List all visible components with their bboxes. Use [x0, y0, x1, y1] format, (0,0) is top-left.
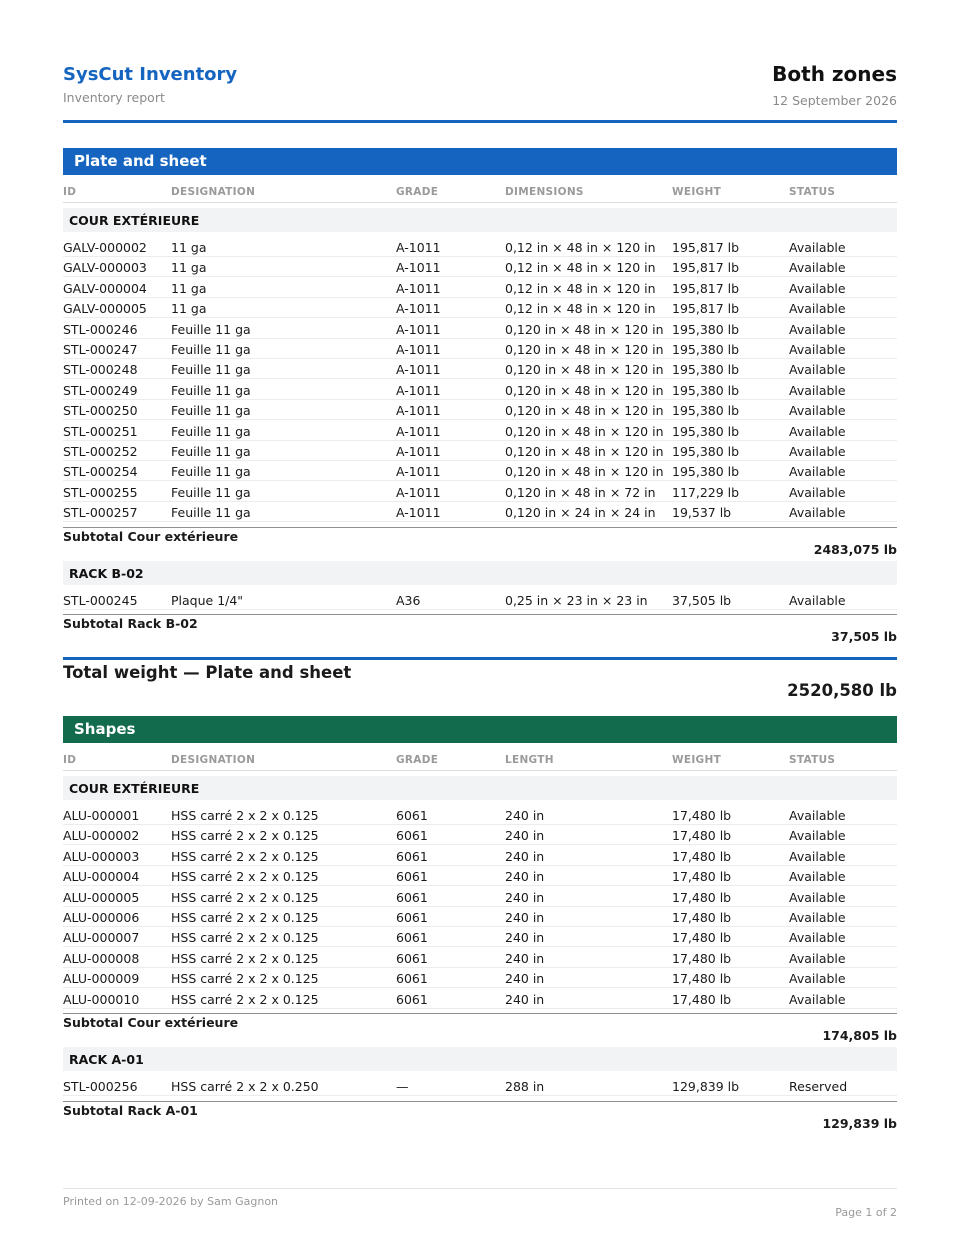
column-header-id: ID — [63, 754, 77, 766]
cell-status: Available — [789, 464, 846, 480]
column-header-status: STATUS — [789, 754, 836, 766]
cell-weight: 195,817 lb — [672, 240, 740, 255]
cell-status: Available — [789, 930, 846, 946]
cell-weight: 129,839 lb — [672, 1079, 740, 1094]
cell-dimensions: 240 in — [505, 971, 545, 987]
cell-status: Available — [789, 950, 846, 966]
cell-designation: HSS carré 2 x 2 x 0.250 — [171, 1079, 319, 1094]
table-row — [63, 256, 897, 277]
cell-weight: 17,480 lb — [672, 991, 732, 1007]
table-row — [63, 1075, 897, 1096]
cell-designation: HSS carré 2 x 2 x 0.125 — [171, 889, 319, 905]
cell-dimensions: 0,120 in × 48 in × 120 in — [505, 464, 664, 480]
cell-dimensions: 240 in — [505, 910, 545, 925]
table-row — [63, 865, 897, 886]
report-subtitle: Inventory report — [63, 90, 165, 105]
group-header — [63, 561, 897, 585]
cell-status: Available — [789, 505, 846, 521]
cell-designation: HSS carré 2 x 2 x 0.125 — [171, 950, 319, 966]
cell-grade: A-1011 — [396, 464, 441, 480]
table-row — [63, 501, 897, 522]
cell-designation: Feuille 11 ga — [171, 342, 251, 357]
subtotal-value: 129,839 lb — [822, 1116, 897, 1131]
table-row — [63, 338, 897, 359]
cell-id: STL-000256 — [63, 1079, 138, 1094]
cell-grade: 6061 — [396, 828, 428, 844]
cell-designation: Feuille 11 ga — [171, 321, 251, 337]
cell-status: Available — [789, 240, 846, 255]
cell-id: STL-000251 — [63, 423, 138, 439]
table-row — [63, 589, 897, 610]
report-header — [63, 62, 897, 123]
cell-designation: HSS carré 2 x 2 x 0.125 — [171, 828, 319, 844]
cell-id: ALU-000010 — [63, 991, 140, 1007]
table-row — [63, 947, 897, 968]
cell-designation: HSS carré 2 x 2 x 0.125 — [171, 910, 319, 925]
total-label: Total weight — Plate and sheet — [63, 663, 352, 682]
cell-weight: 195,380 lb — [672, 321, 740, 337]
cell-grade: A-1011 — [396, 362, 441, 378]
cell-weight: 195,380 lb — [672, 382, 740, 398]
cell-designation: 11 ga — [171, 301, 207, 317]
cell-designation: Feuille 11 ga — [171, 362, 251, 378]
cell-grade: A-1011 — [396, 444, 441, 459]
cell-id: STL-000254 — [63, 464, 138, 480]
cell-weight: 17,480 lb — [672, 848, 732, 864]
cell-grade: A-1011 — [396, 342, 441, 357]
subtotal-label: Subtotal Cour extérieure — [63, 529, 239, 544]
table-row — [63, 379, 897, 400]
cell-weight: 195,380 lb — [672, 464, 740, 480]
cell-id: ALU-000004 — [63, 869, 140, 885]
table-row — [63, 297, 897, 318]
cell-status: Available — [789, 808, 846, 823]
table-row — [63, 906, 897, 927]
subtotal-label: Subtotal Rack A-01 — [63, 1103, 198, 1118]
cell-status: Available — [789, 484, 846, 500]
cell-designation: HSS carré 2 x 2 x 0.125 — [171, 848, 319, 864]
column-header-designation: DESIGNATION — [171, 754, 256, 766]
column-header-length: LENGTH — [505, 754, 554, 766]
cell-grade: A-1011 — [396, 240, 441, 255]
cell-dimensions: 0,25 in × 23 in × 23 in — [505, 593, 648, 608]
cell-designation: HSS carré 2 x 2 x 0.125 — [171, 869, 319, 885]
group-header — [63, 208, 897, 232]
cell-id: ALU-000003 — [63, 848, 140, 864]
cell-weight: 195,817 lb — [672, 260, 740, 276]
printed-info: Printed on 12-09-2026 by Sam Gagnon — [63, 1195, 279, 1208]
cell-weight: 195,380 lb — [672, 342, 740, 357]
cell-dimensions: 0,120 in × 48 in × 120 in — [505, 403, 664, 419]
table-row — [63, 481, 897, 502]
cell-grade: A36 — [396, 593, 421, 608]
group-header — [63, 1047, 897, 1071]
cell-status: Reserved — [789, 1079, 848, 1094]
table-row — [63, 460, 897, 481]
cell-status: Available — [789, 848, 846, 864]
subtotal-value: 2483,075 lb — [813, 542, 897, 557]
cell-designation: HSS carré 2 x 2 x 0.125 — [171, 991, 319, 1007]
table-row — [63, 440, 897, 461]
column-header-weight: WEIGHT — [672, 754, 722, 766]
subtotal-row — [63, 1101, 897, 1138]
group-name: RACK A-01 — [69, 1052, 144, 1067]
cell-designation: 11 ga — [171, 280, 207, 296]
cell-status: Available — [789, 828, 846, 844]
cell-designation: Feuille 11 ga — [171, 444, 251, 459]
cell-designation: HSS carré 2 x 2 x 0.125 — [171, 808, 319, 823]
table-row — [63, 236, 897, 257]
cell-weight: 195,380 lb — [672, 362, 740, 378]
cell-status: Available — [789, 382, 846, 398]
cell-grade: A-1011 — [396, 423, 441, 439]
cell-designation: Feuille 11 ga — [171, 423, 251, 439]
cell-status: Available — [789, 342, 846, 357]
section-total — [63, 657, 897, 706]
cell-status: Available — [789, 260, 846, 276]
cell-grade: 6061 — [396, 869, 428, 885]
cell-designation: HSS carré 2 x 2 x 0.125 — [171, 971, 319, 987]
subtotal-row — [63, 527, 897, 564]
cell-weight: 195,380 lb — [672, 444, 740, 459]
cell-id: ALU-000001 — [63, 808, 140, 823]
cell-grade: 6061 — [396, 950, 428, 966]
cell-grade: 6061 — [396, 991, 428, 1007]
cell-designation: Feuille 11 ga — [171, 505, 251, 521]
table-row — [63, 804, 897, 825]
cell-grade: A-1011 — [396, 280, 441, 296]
cell-weight: 195,380 lb — [672, 403, 740, 419]
cell-grade: A-1011 — [396, 505, 441, 521]
cell-grade: 6061 — [396, 848, 428, 864]
cell-weight: 17,480 lb — [672, 828, 732, 844]
cell-dimensions: 240 in — [505, 869, 545, 885]
subtotal-label: Subtotal Rack B-02 — [63, 616, 198, 631]
table-row — [63, 824, 897, 845]
column-header-id: ID — [63, 186, 77, 198]
cell-id: STL-000250 — [63, 403, 138, 419]
subtotal-row — [63, 1013, 897, 1050]
page-footer — [63, 1188, 897, 1229]
table-header — [63, 180, 897, 203]
cell-designation: Feuille 11 ga — [171, 464, 251, 480]
cell-status: Available — [789, 301, 846, 317]
cell-weight: 37,505 lb — [672, 593, 732, 608]
page-number: Page 1 of 2 — [835, 1206, 897, 1219]
cell-id: ALU-000007 — [63, 930, 140, 946]
table-row — [63, 318, 897, 339]
cell-designation: Plaque 1/4" — [171, 593, 244, 608]
cell-dimensions: 0,120 in × 48 in × 120 in — [505, 362, 664, 378]
cell-weight: 19,537 lb — [672, 505, 732, 521]
app-title: SysCut Inventory — [63, 64, 238, 85]
cell-dimensions: 0,120 in × 48 in × 120 in — [505, 382, 664, 398]
cell-grade: A-1011 — [396, 301, 441, 317]
column-header-designation: DESIGNATION — [171, 186, 256, 198]
cell-id: GALV-000003 — [63, 260, 147, 276]
cell-weight: 17,480 lb — [672, 808, 732, 823]
cell-dimensions: 0,120 in × 24 in × 24 in — [505, 505, 656, 521]
report-date: 12 September 2026 — [772, 93, 897, 108]
cell-weight: 17,480 lb — [672, 889, 732, 905]
cell-id: GALV-000005 — [63, 301, 147, 317]
cell-status: Available — [789, 321, 846, 337]
cell-weight: 17,480 lb — [672, 930, 732, 946]
group-name: COUR EXTÉRIEURE — [69, 213, 200, 228]
column-header-grade: GRADE — [396, 754, 439, 766]
cell-grade: 6061 — [396, 910, 428, 925]
cell-grade: A-1011 — [396, 321, 441, 337]
cell-grade: A-1011 — [396, 260, 441, 276]
cell-dimensions: 0,12 in × 48 in × 120 in — [505, 301, 656, 317]
table-row — [63, 926, 897, 947]
cell-grade: A-1011 — [396, 484, 441, 500]
cell-dimensions: 0,120 in × 48 in × 120 in — [505, 444, 664, 459]
cell-grade: 6061 — [396, 808, 428, 823]
cell-id: STL-000252 — [63, 444, 138, 459]
cell-designation: 11 ga — [171, 260, 207, 276]
cell-status: Available — [789, 889, 846, 905]
group-name: COUR EXTÉRIEURE — [69, 781, 200, 796]
cell-id: STL-000245 — [63, 593, 138, 608]
cell-dimensions: 0,120 in × 48 in × 120 in — [505, 321, 664, 337]
cell-weight: 195,817 lb — [672, 301, 740, 317]
cell-id: ALU-000005 — [63, 889, 140, 905]
cell-status: Available — [789, 423, 846, 439]
cell-id: GALV-000002 — [63, 240, 147, 255]
cell-grade: A-1011 — [396, 382, 441, 398]
cell-grade: — — [396, 1079, 409, 1094]
cell-dimensions: 240 in — [505, 848, 545, 864]
cell-dimensions: 288 in — [505, 1079, 545, 1094]
cell-weight: 17,480 lb — [672, 950, 732, 966]
cell-dimensions: 0,12 in × 48 in × 120 in — [505, 240, 656, 255]
cell-designation: HSS carré 2 x 2 x 0.125 — [171, 930, 319, 946]
subtotal-row — [63, 614, 897, 651]
cell-weight: 195,380 lb — [672, 423, 740, 439]
table-header — [63, 748, 897, 771]
cell-status: Available — [789, 444, 846, 459]
table-row — [63, 277, 897, 298]
cell-id: STL-000248 — [63, 362, 138, 378]
group-name: RACK B-02 — [69, 566, 144, 581]
cell-status: Available — [789, 362, 846, 378]
cell-grade: 6061 — [396, 971, 428, 987]
cell-dimensions: 240 in — [505, 950, 545, 966]
cell-designation: 11 ga — [171, 240, 207, 255]
cell-dimensions: 240 in — [505, 930, 545, 946]
total-value: 2520,580 lb — [787, 681, 897, 700]
cell-weight: 17,480 lb — [672, 971, 732, 987]
table-row — [63, 845, 897, 866]
column-header-status: STATUS — [789, 186, 836, 198]
cell-id: STL-000249 — [63, 382, 138, 398]
cell-status: Available — [789, 280, 846, 296]
cell-dimensions: 240 in — [505, 889, 545, 905]
cell-status: Available — [789, 403, 846, 419]
section-header-shapes: Shapes — [63, 716, 897, 743]
cell-dimensions: 0,12 in × 48 in × 120 in — [505, 260, 656, 276]
cell-id: ALU-000002 — [63, 828, 140, 844]
table-row — [63, 358, 897, 379]
cell-grade: 6061 — [396, 930, 428, 946]
cell-weight: 117,229 lb — [672, 484, 740, 500]
cell-dimensions: 0,120 in × 48 in × 120 in — [505, 342, 664, 357]
cell-dimensions: 0,120 in × 48 in × 120 in — [505, 423, 664, 439]
cell-dimensions: 0,120 in × 48 in × 72 in — [505, 484, 656, 500]
subtotal-value: 174,805 lb — [822, 1028, 897, 1043]
cell-status: Available — [789, 593, 846, 608]
table-row — [63, 399, 897, 420]
cell-grade: A-1011 — [396, 403, 441, 419]
cell-id: GALV-000004 — [63, 280, 147, 296]
column-header-weight: WEIGHT — [672, 186, 722, 198]
cell-id: STL-000255 — [63, 484, 138, 500]
cell-id: ALU-000006 — [63, 910, 140, 925]
cell-weight: 17,480 lb — [672, 869, 732, 885]
cell-dimensions: 240 in — [505, 828, 545, 844]
table-row — [63, 988, 897, 1009]
cell-dimensions: 240 in — [505, 991, 545, 1007]
column-header-grade: GRADE — [396, 186, 439, 198]
group-header — [63, 776, 897, 800]
cell-grade: 6061 — [396, 889, 428, 905]
cell-dimensions: 0,12 in × 48 in × 120 in — [505, 280, 656, 296]
cell-status: Available — [789, 910, 846, 925]
cell-id: ALU-000009 — [63, 971, 140, 987]
table-row — [63, 967, 897, 988]
cell-designation: Feuille 11 ga — [171, 382, 251, 398]
zone-title: Both zones — [772, 62, 897, 86]
cell-status: Available — [789, 991, 846, 1007]
subtotal-value: 37,505 lb — [831, 629, 897, 644]
cell-status: Available — [789, 971, 846, 987]
cell-weight: 195,817 lb — [672, 280, 740, 296]
cell-id: STL-000247 — [63, 342, 138, 357]
cell-dimensions: 240 in — [505, 808, 545, 823]
column-header-dimensions: DIMENSIONS — [505, 186, 584, 198]
cell-designation: Feuille 11 ga — [171, 403, 251, 419]
table-row — [63, 420, 897, 441]
cell-id: STL-000257 — [63, 505, 138, 521]
section-header-plate-and-sheet: Plate and sheet — [63, 148, 897, 175]
table-row — [63, 886, 897, 907]
cell-id: ALU-000008 — [63, 950, 140, 966]
cell-id: STL-000246 — [63, 321, 138, 337]
cell-weight: 17,480 lb — [672, 910, 732, 925]
cell-status: Available — [789, 869, 846, 885]
cell-designation: Feuille 11 ga — [171, 484, 251, 500]
subtotal-label: Subtotal Cour extérieure — [63, 1015, 239, 1030]
